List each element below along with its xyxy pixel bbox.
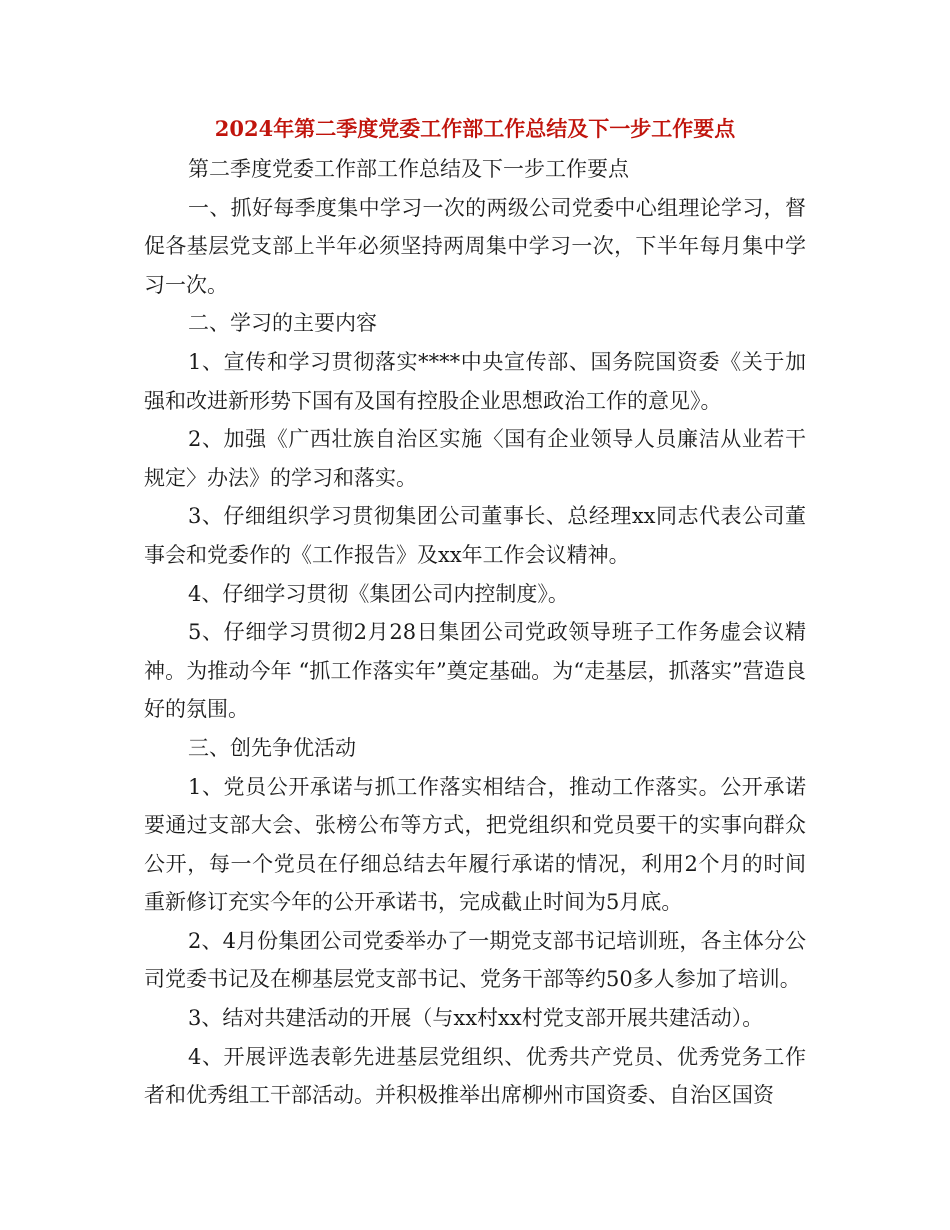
document-title: 2024年第二季度党委工作部工作总结及下一步工作要点	[214, 116, 736, 141]
paragraph-item-3-1: 1、党员公开承诺与抓工作落实相结合，推动工作落实。公开承诺要通过支部大会、张榜公布等方式，把党组织和党员要干的实事向群众公开，每一个党员在仔细总结去年履行承诺的情况，利用2个月的时间重新修订充实今年的公开承诺书，完成截止时间为5月底。	[144, 774, 806, 915]
paragraph-item-3-2: 2、4月份集团公司党委举办了一期党支部书记培训班，各主体分公司党委书记及在柳基层党支部书记、党务干部等约50多人参加了培训。	[144, 928, 806, 992]
paragraph-section-3-heading: 三、创先争优活动	[188, 735, 356, 760]
paragraph-subtitle: 第二季度党委工作部工作总结及下一步工作要点	[188, 157, 629, 181]
paragraph-section-2-heading: 二、学习的主要内容	[188, 311, 377, 336]
paragraph-item-2-5: 5、仔细学习贯彻2月28日集团公司党政领导班子工作务虚会议精神。为推动今年 “抓工作落实年”奠定基础。为“走基层，抓落实”营造良好的氛围。	[144, 620, 806, 722]
paragraph-item-3-4: 4、开展评选表彰先进基层党组织、优秀共产党员、优秀党务工作者和优秀组工干部活动。并积极推举出席柳州市国资委、自治区国资	[144, 1044, 806, 1108]
paragraph-item-2-4: 4、仔细学习贯彻《集团公司内控制度》。	[188, 581, 569, 606]
paragraph-item-3-3: 3、结对共建活动的开展（与xx村xx村党支部开展共建活动）。	[188, 1006, 764, 1031]
paragraph-item-2-1: 1、宣传和学习贯彻落实****中央宣传部、国务院国资委《关于加强和改进新形势下国有及国有控股企业思想政治工作的意见》。	[144, 349, 806, 413]
document-body	[144, 150, 806, 1115]
paragraph-item-2-2: 2、加强《广西壮族自治区实施〈国有企业领导人员廉洁从业若干规定〉办法》的学习和落实。	[144, 427, 806, 490]
paragraph-section-1: 一、抓好每季度集中学习一次的两级公司党委中心组理论学习，督促各基层党支部上半年必须坚持两周集中学习一次，下半年每月集中学习一次。	[144, 195, 806, 297]
paragraph-item-2-3: 3、仔细组织学习贯彻集团公司董事长、总经理xx同志代表公司董事会和党委作的《工作报告》及xx年工作会议精神。	[144, 504, 806, 567]
